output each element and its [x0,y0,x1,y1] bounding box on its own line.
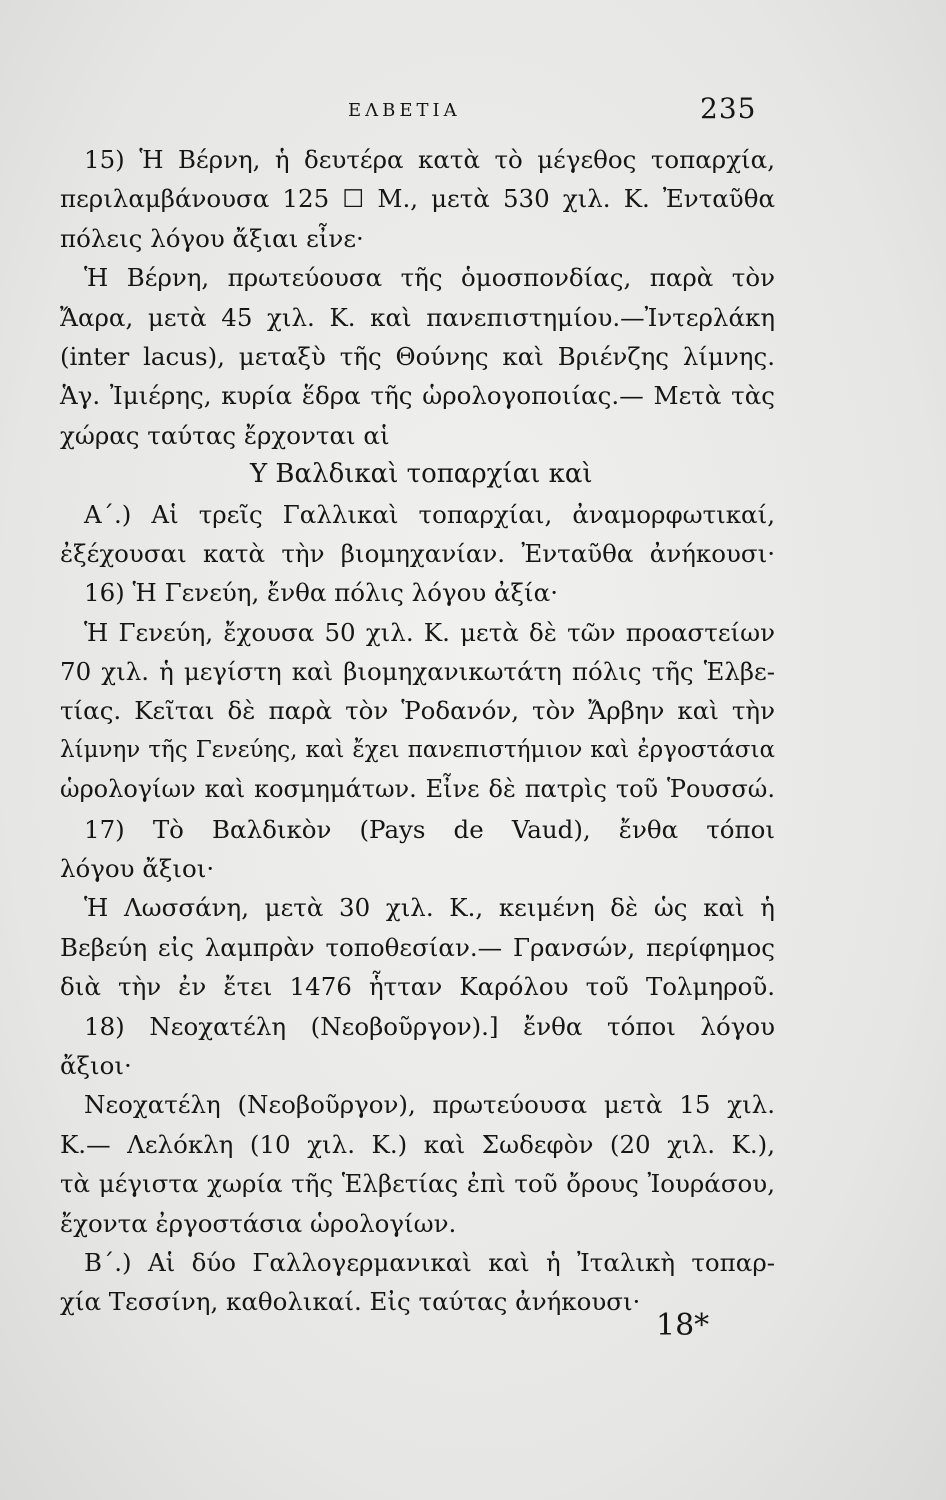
text-line: Ἄαρα, μετὰ 45 χιλ. Κ. καὶ πανεπιστημίου.—Ἰντερλάκη [60,302,775,332]
text-line: Κ.— Λελόκλη (10 χιλ. Κ.) καὶ Σωδεφὸν (20 χιλ. Κ.), [60,1129,775,1159]
text-line: (inter lacus), μεταξὺ τῆς Θούνης καὶ Βριένζης λίμνης. [60,341,775,371]
text-line: Ἡ Λωσσάνη, μετὰ 30 χιλ. Κ., κειμένη δὲ ὡς καὶ ἡ [84,893,775,923]
text-line: 18) Νεοχατέλη (Νεοβοῦργον).] ἔνθα τόποι λόγου [84,1011,775,1041]
text-line: ἔχοντα ἐργοστάσια ὡρολογίων. [60,1208,457,1238]
text-line: Βεβεύη εἰς λαμπρὰν τοποθεσίαν.— Γρανσών, περίφημος [60,932,775,962]
text-line: Νεοχατέλη (Νεοβοῦργον), πρωτεύουσα μετὰ 15 χιλ. [84,1090,775,1120]
text-line: ἄξιοι· [60,1050,132,1080]
text-line: Ἡ Βέρνη, πρωτεύουσα τῆς ὁμοσπονδίας, παρὰ τὸν [84,263,775,293]
page-body [60,140,775,1322]
text-line: χία Τεσσίνη, καθολικαί. Εἰς ταύτας ἀνήκουσι· [60,1287,641,1317]
text-line: 17) Τὸ Βαλδικὸν (Pays de Vaud), ἔνθα τόποι [84,814,775,844]
text-line: τίας. Κεῖται δὲ παρὰ τὸν Ῥοδανόν, τὸν Ἄρβην καὶ τὴν [60,696,775,726]
text-line: Β΄.) Αἱ δύο Γαλλογερμανικαὶ καὶ ἡ Ἰταλικὴ τοπαρ- [84,1247,775,1277]
running-header-title: ΕΛΒΕΤΙΑ [348,100,461,121]
text-line: 15) Ἡ Βέρνη, ἡ δευτέρα κατὰ τὸ μέγεθος τοπαρχία, [84,145,775,174]
text-line: Ἡ Γενεύη, ἔχουσα 50 χιλ. Κ. μετὰ δὲ τῶν προαστείων [84,617,775,647]
text-line: Α΄.) Αἱ τρεῖς Γαλλικαὶ τοπαρχίαι, ἀναμορφωτικαί, [84,499,775,529]
text-line: λίμνην τῆς Γενεύης, καὶ ἔχει πανεπιστήμιον καὶ ἐργοστάσια [60,736,775,763]
text-line: Ἁγ. Ἰμιέρης, κυρία ἕδρα τῆς ὡρολογοποιίας.— Μετὰ τὰς [60,381,775,411]
text-line: περιλαμβάνουσα 125 ☐ Μ., μετὰ 530 χιλ. Κ. Ἐνταῦθα [60,184,775,214]
text-line: τὰ μέγιστα χωρία τῆς Ἑλβετίας ἐπὶ τοῦ ὄρους Ἰουράσου, [60,1169,775,1199]
page-number: 235 [700,92,757,125]
text-line: 70 χιλ. ἡ μεγίστη καὶ βιομηχανικωτάτη πόλις τῆς Ἑλβε- [60,657,775,687]
text-line: ὡρολογίων καὶ κοσμημάτων. Εἶνε δὲ πατρὶς τοῦ Ῥουσσώ. [60,775,775,804]
section-heading: Υ Βαλδικαὶ τοπαρχίαι καὶ [250,459,593,490]
text-line: 16) Ἡ Γενεύη, ἔνθα πόλις λόγου ἀξία· [84,578,558,608]
text-line: πόλεις λόγου ἄξιαι εἶνε· [60,223,364,253]
text-line: ἐξέχουσαι κατὰ τὴν βιομηχανίαν. Ἐνταῦθα ἀνήκουσι· [60,538,775,568]
text-line: χώρας ταύτας ἔρχονται αἱ [60,420,390,450]
text-line: λόγου ἄξιοι· [60,854,215,884]
text-line: διὰ τὴν ἐν ἔτει 1476 ἧτταν Καρόλου τοῦ Τολμηροῦ. [60,972,775,1002]
signature-mark: 18* [656,1308,710,1343]
